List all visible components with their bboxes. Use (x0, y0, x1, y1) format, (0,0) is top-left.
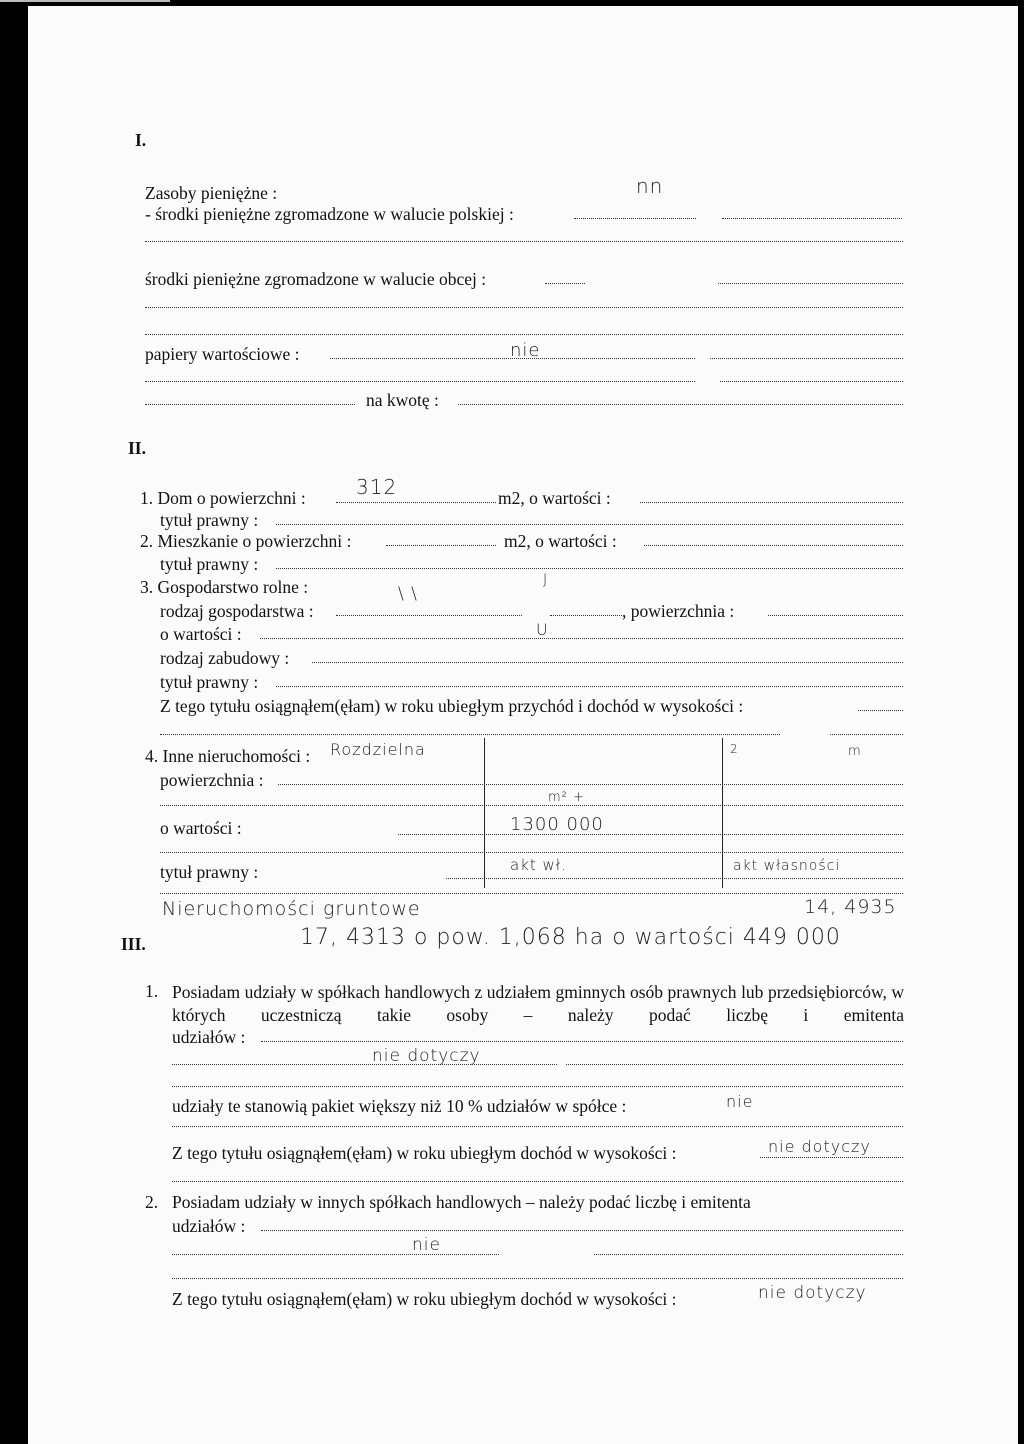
handwritten-mark: J (543, 572, 549, 588)
handwritten-other-value: 1300 000 (510, 814, 604, 835)
fill-line (336, 615, 522, 616)
item-2-number: 2. (145, 1192, 159, 1212)
fill-line (160, 893, 903, 894)
handwritten-item-2-income: nie dotyczy (758, 1283, 867, 1303)
fill-line (172, 1181, 903, 1182)
farm-label: 3. Gospodarstwo rolne : (140, 577, 309, 597)
fill-line (261, 1230, 903, 1231)
handwritten-item-1-income: nie dotyczy (768, 1137, 871, 1156)
fill-line (640, 502, 903, 503)
fill-line (710, 358, 903, 359)
section-ii-numeral: II. (128, 438, 146, 458)
handwritten-mark: 2 (730, 742, 739, 756)
fill-line (858, 710, 903, 711)
securities-label: papiery wartościowe : (145, 344, 300, 364)
farm-income-label: Z tego tytułu osiągnąłem(ęłam) w roku ubiegłym przychód i dochód w wysokości : (160, 696, 744, 716)
table-rule (722, 738, 723, 888)
item-2-shares-label: udziałów : (172, 1216, 246, 1236)
handwritten-line-1: Nieruchomości gruntowe (162, 898, 421, 920)
fill-line (550, 615, 622, 616)
fill-line (574, 218, 696, 219)
fill-line (760, 1157, 903, 1158)
fill-line (594, 1254, 903, 1255)
fill-line (261, 1041, 903, 1042)
item-1-number: 1. (145, 981, 159, 1001)
handwritten-other-title: akt wł. (510, 856, 567, 874)
section-i-heading: Zasoby pieniężne : (145, 183, 278, 203)
item-1-text: Posiadam udziały w spółkach handlowych z udziałem gminnych osób prawnych lub przedsiębiorców, w których uczestniczą takie osoby – należy podać liczbę i emitenta (172, 982, 904, 1025)
fill-line (545, 283, 585, 284)
handwritten-mark: m (848, 744, 862, 759)
handwritten-house-area: 312 (356, 475, 398, 499)
fill-line (172, 1278, 903, 1279)
fill-line (644, 545, 903, 546)
item-2-income-label: Z tego tytułu osiągnąłem(ęłam) w roku ubiegłym dochód w wysokości : (172, 1289, 677, 1309)
flat-label: 2. Mieszkanie o powierzchni : (140, 531, 352, 551)
section-iii-numeral: III. (121, 934, 146, 954)
fill-line (566, 1064, 903, 1065)
item-1-shares-label: udziałów : (172, 1027, 246, 1047)
fill-line (145, 241, 903, 242)
fill-line (398, 834, 903, 835)
handwritten-item-1: nie dotyczy (372, 1046, 481, 1066)
fill-line (718, 283, 903, 284)
flat-unit-label: m2, o wartości : (504, 531, 617, 551)
fill-line (160, 852, 903, 853)
other-value-label: o wartości : (160, 818, 242, 838)
table-rule (484, 738, 485, 888)
flat-title-label: tytuł prawny : (160, 554, 259, 574)
document-page (28, 6, 1018, 1444)
handwritten-item-1-block: nie (726, 1092, 754, 1111)
fill-line (145, 381, 695, 382)
farm-value-label: o wartości : (160, 624, 242, 644)
fill-line (722, 218, 902, 219)
fill-line (276, 524, 903, 525)
handwritten-item-2: nie (412, 1235, 441, 1255)
house-label: 1. Dom o powierzchni : (140, 488, 306, 508)
fill-line (720, 381, 903, 382)
farm-title-label: tytuł prawny : (160, 672, 259, 692)
handwritten-strike: \ \ (398, 584, 418, 604)
house-unit-label: m2, o wartości : (498, 488, 611, 508)
fill-line (830, 734, 903, 735)
handwritten-line-2: 17, 4313 o pow. 1,068 ha o wartości 449 000 (300, 925, 841, 950)
fill-line (172, 1086, 903, 1087)
handwritten-mark: m² + (548, 790, 585, 805)
scan-edge (0, 0, 170, 2)
house-title-label: tytuł prawny : (160, 510, 259, 530)
fill-line (145, 334, 903, 335)
item-1-block-label: udziały te stanowią pakiet większy niż 10 % udziałów w spółce : (172, 1096, 627, 1116)
other-area-label: powierzchnia : (160, 770, 264, 790)
fill-line (276, 686, 903, 687)
other-property-label: 4. Inne nieruchomości : (145, 746, 311, 766)
handwritten-other-title-2: akt własności (733, 858, 841, 874)
handwritten-line-1-right: 14, 4935 (804, 896, 897, 918)
fill-line (260, 638, 903, 639)
handwritten-securities: nie (510, 340, 541, 361)
section-i-numeral: I. (135, 130, 147, 150)
fill-line (278, 784, 903, 785)
fill-line (336, 502, 496, 503)
farm-building-label: rodzaj zabudowy : (160, 648, 290, 668)
other-title-label: tytuł prawny : (160, 862, 259, 882)
handwritten-mark: U (536, 620, 549, 639)
fill-line (768, 615, 903, 616)
fill-line (276, 568, 903, 569)
item-1-income-label: Z tego tytułu osiągnąłem(ęłam) w roku ubiegłym dochód w wysokości : (172, 1143, 677, 1163)
fill-line (446, 878, 903, 879)
farm-type-label: rodzaj gospodarstwa : (160, 601, 314, 621)
foreign-funds-label: środki pieniężne zgromadzone w walucie obcej : (145, 269, 487, 289)
fill-line (145, 307, 903, 308)
item-2-text: Posiadam udziały w innych spółkach handlowych – należy podać liczbę i emitenta (172, 1192, 751, 1212)
handwritten-mark: nn (636, 174, 664, 198)
farm-area-label: , powierzchnia : (622, 601, 735, 621)
fill-line (160, 805, 903, 806)
amount-label: na kwotę : (366, 390, 439, 410)
fill-line (145, 404, 355, 405)
handwritten-other-type: Rozdzielna (330, 740, 426, 759)
fill-line (172, 1126, 903, 1127)
pln-funds-label: - środki pieniężne zgromadzone w walucie polskiej : (145, 204, 514, 224)
fill-line (160, 734, 780, 735)
fill-line (172, 1064, 557, 1065)
fill-line (312, 662, 903, 663)
fill-line (458, 404, 903, 405)
fill-line (386, 545, 496, 546)
fill-line (172, 1254, 499, 1255)
